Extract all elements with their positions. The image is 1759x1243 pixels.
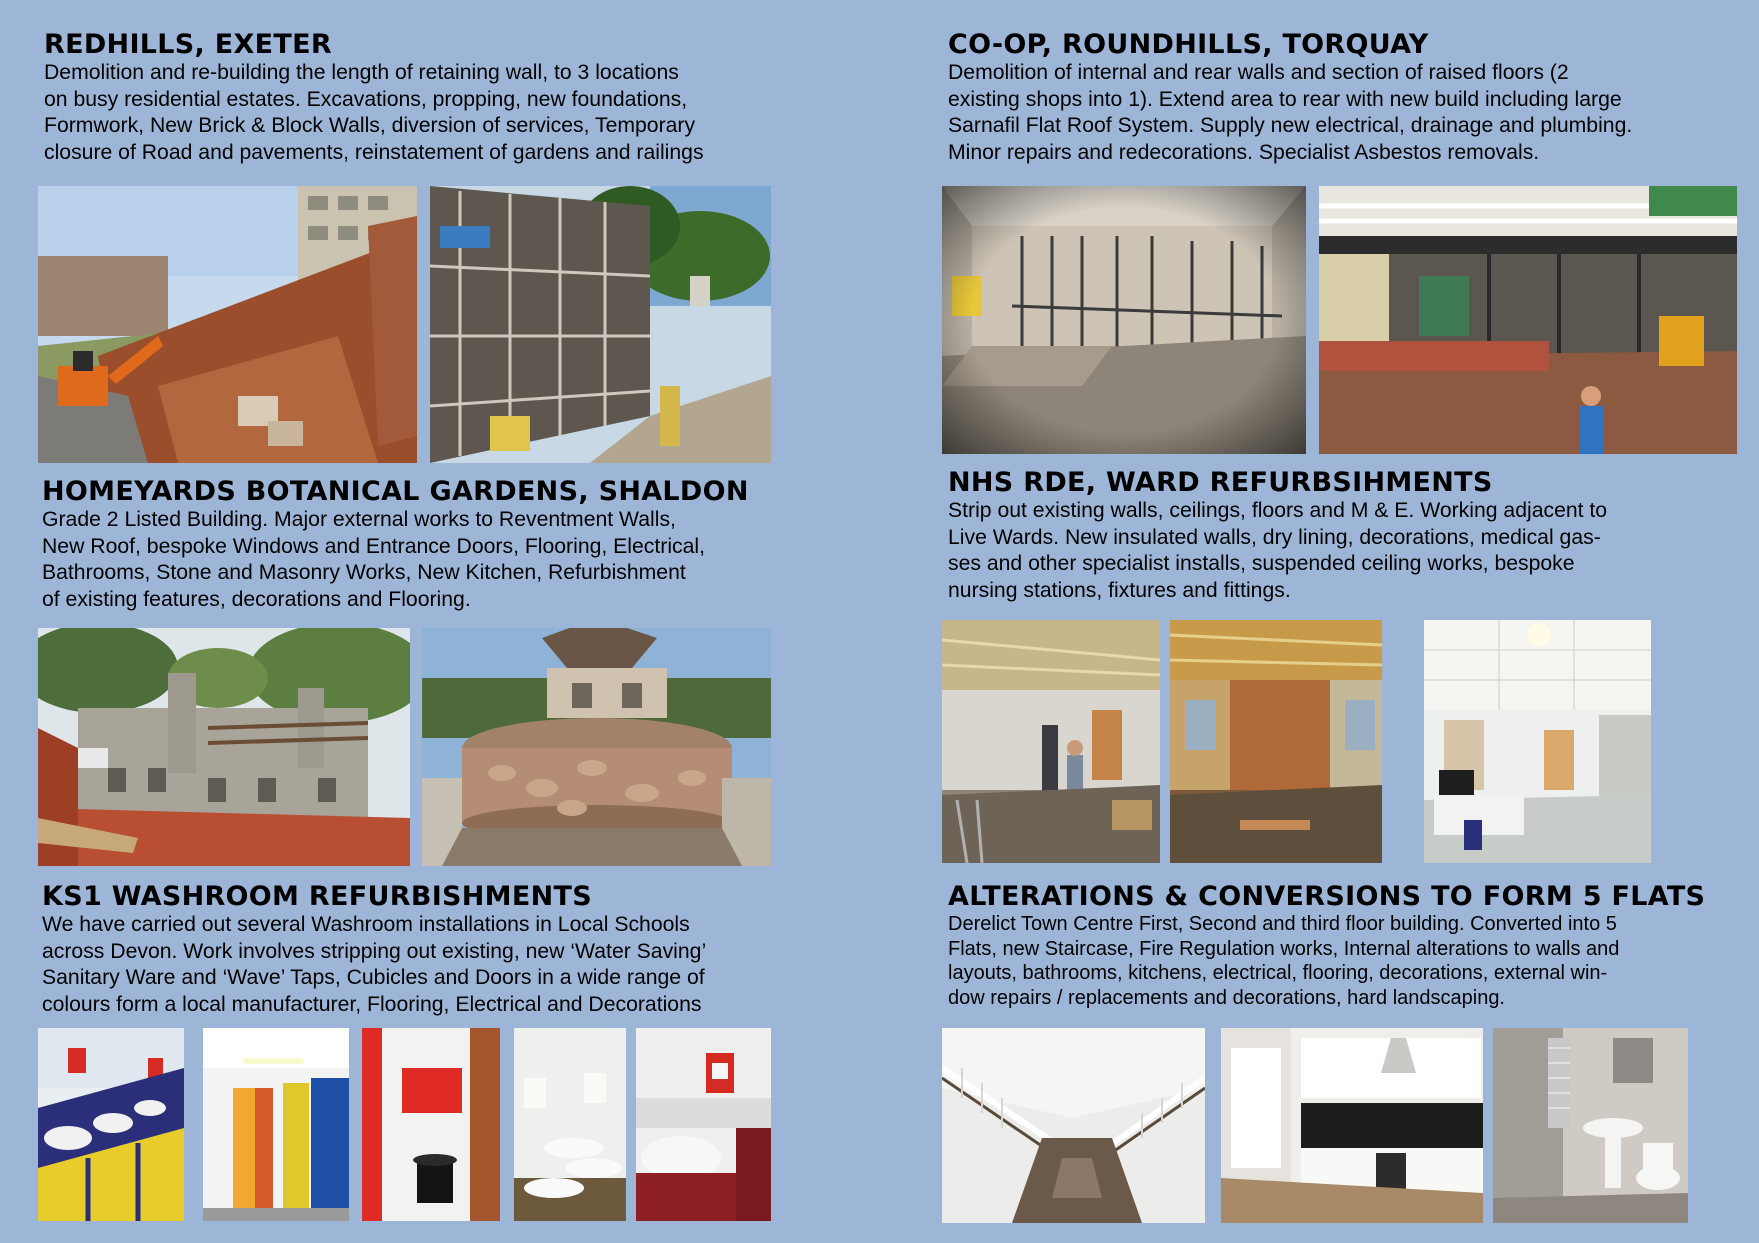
section-description	[948, 498, 1607, 604]
description-line: on busy residential estates. Excavations, propping, new foundations,	[44, 87, 688, 111]
homeyards-building-photo	[38, 628, 410, 866]
description-line: Sanitary Ware and ‘Wave’ Taps, Cubicles and Doors in a wide range of	[42, 966, 705, 989]
description-line: Flats, new Staircase, Fire Regulation works, Internal alterations to walls and	[948, 937, 1620, 960]
description-line: closure of Road and pavements, reinstatement of gardens and railings	[44, 140, 704, 164]
ks1-red-cubicle-photo	[362, 1028, 500, 1221]
nhs-dry-lining-photo	[1170, 620, 1382, 863]
description-line: ses and other specialist installs, suspended ceiling works, bespoke	[948, 552, 1575, 575]
redhills-section	[44, 30, 704, 166]
description-line: Demolition of internal and rear walls and section of raised floors (2	[948, 61, 1569, 84]
ks1-sink-tap-photo	[636, 1028, 771, 1221]
description-line: layouts, bathrooms, kitchens, electrical, flooring, decorations, external win-	[948, 962, 1608, 984]
redhills-demolition-photo	[38, 186, 417, 463]
section-title: NHS RDE, WARD REFURBSIHMENTS	[948, 467, 1493, 498]
description-line: dow repairs / replacements and decorations, hard landscaping.	[948, 986, 1505, 1009]
description-line: We have carried out several Washroom installations in Local Schools	[42, 913, 690, 936]
flats-kitchen-photo	[1221, 1028, 1483, 1223]
description-line: Derelict Town Centre First, Second and third floor building. Converted into 5	[948, 913, 1617, 935]
description-line: Demolition and re-building the length of retaining wall, to 3 locations	[44, 61, 679, 84]
section-title: KS1 WASHROOM REFURBISHMENTS	[42, 881, 592, 912]
ks1-washroom-sinks-photo	[38, 1028, 184, 1221]
flats-section	[948, 882, 1705, 1010]
section-title: ALTERATIONS & CONVERSIONS TO FORM 5 FLATS	[948, 881, 1706, 912]
description-line: Strip out existing walls, ceilings, floors and M & E. Working adjacent to	[948, 499, 1608, 522]
description-line: Sarnafil Flat Roof System. Supply new electrical, drainage and plumbing.	[948, 114, 1633, 137]
flats-bathroom-photo	[1493, 1028, 1688, 1223]
homeyards-section	[42, 477, 749, 613]
nhs-strip-out-photo	[942, 620, 1160, 863]
section-title: HOMEYARDS BOTANICAL GARDENS, SHALDON	[42, 476, 749, 507]
flats-staircase-photo	[942, 1028, 1205, 1223]
description-line: Grade 2 Listed Building. Major external works to Reventment Walls,	[42, 508, 676, 531]
section-description	[42, 507, 749, 613]
description-line: Formwork, New Brick & Block Walls, diversion of services, Temporary	[44, 114, 696, 137]
ks1-section	[42, 882, 706, 1018]
section-description	[948, 60, 1632, 166]
description-line: New Roof, bespoke Windows and Entrance Doors, Flooring, Electrical,	[42, 534, 705, 558]
description-line: existing shops into 1). Extend area to rear with new build including large	[948, 87, 1622, 111]
description-line: Bathrooms, Stone and Masonry Works, New Kitchen, Refurbishment	[42, 561, 686, 584]
nhs-section	[948, 468, 1607, 604]
homeyards-stone-wall-photo	[422, 628, 771, 866]
description-line: Live Wards. New insulated walls, dry lining, decorations, medical gas-	[948, 525, 1601, 549]
coop-section	[948, 30, 1632, 166]
section-description	[42, 912, 706, 1018]
nhs-finished-ward-photo	[1424, 620, 1651, 863]
description-line: colours form a local manufacturer, Flooring, Electrical and Decorations	[42, 992, 702, 1016]
section-description	[948, 912, 1705, 1010]
section-description	[44, 60, 704, 166]
description-line: Minor repairs and redecorations. Specialist Asbestos removals.	[948, 140, 1540, 164]
description-line: of existing features, decorations and Flooring.	[42, 587, 471, 611]
coop-rear-extension-photo	[1319, 186, 1737, 454]
section-title: REDHILLS, EXETER	[44, 29, 332, 60]
ks1-cubicles-photo	[203, 1028, 349, 1221]
coop-interior-props-photo	[942, 186, 1306, 454]
redhills-formwork-photo	[430, 186, 771, 463]
section-title: CO-OP, ROUNDHILLS, TORQUAY	[948, 29, 1429, 60]
description-line: across Devon. Work involves stripping out existing, new ‘Water Saving’	[42, 939, 707, 963]
description-line: nursing stations, fixtures and fittings.	[948, 578, 1291, 602]
ks1-white-sinks-photo	[514, 1028, 626, 1221]
